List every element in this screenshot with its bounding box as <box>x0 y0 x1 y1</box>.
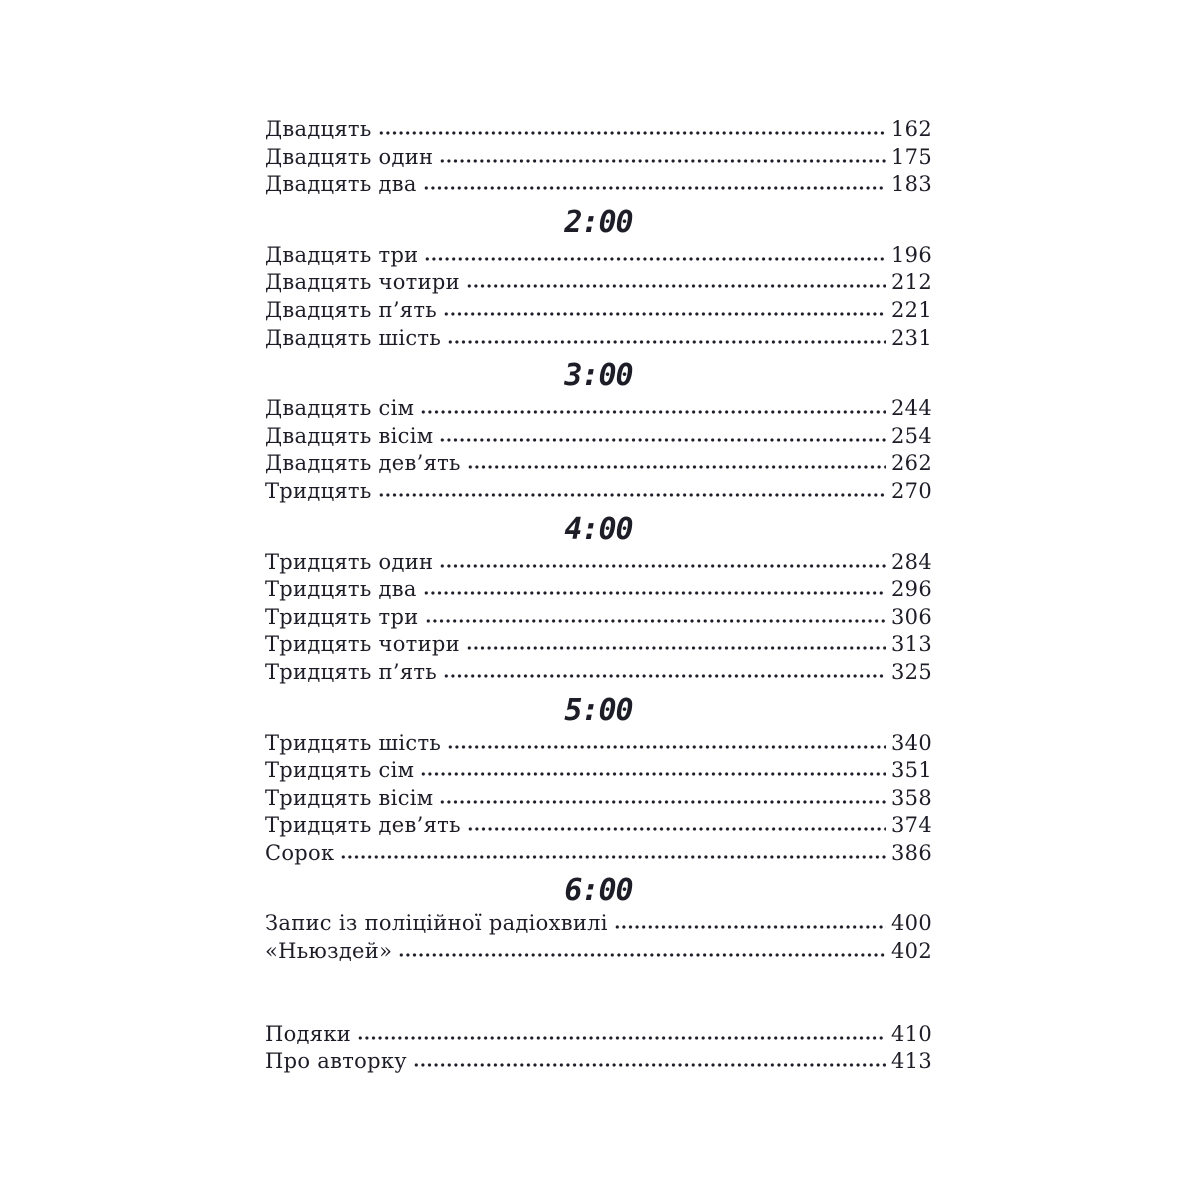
toc-entry <box>265 785 932 813</box>
toc-entry-page: 351 <box>891 758 932 783</box>
toc-entry-title: «Ньюздей» <box>265 939 393 964</box>
toc-entry-page: 284 <box>891 549 932 574</box>
toc-entry <box>265 1021 932 1049</box>
toc-entry-page: 402 <box>891 939 932 964</box>
toc-entry-page: 313 <box>891 632 932 657</box>
toc-entry <box>265 910 932 938</box>
toc-entry-title: Тридцять сім <box>265 758 415 783</box>
dot-leader <box>467 456 886 470</box>
toc-entry <box>265 938 932 966</box>
toc-entry-page: 270 <box>891 478 932 503</box>
toc-entry-title: Подяки <box>265 1021 352 1046</box>
toc-entry-title: Тридцять три <box>265 604 419 629</box>
toc-entry-title: Тридцять дев’ять <box>265 813 461 838</box>
toc-entry-title: Тридцять два <box>265 577 417 602</box>
toc-entry-page: 340 <box>891 730 932 755</box>
toc-entry <box>265 325 932 353</box>
toc-entry-title: Двадцять дев’ять <box>265 451 461 476</box>
dot-leader <box>424 248 886 262</box>
dot-leader <box>425 610 887 624</box>
toc-entry <box>265 576 932 604</box>
toc-entry-title: Про авторку <box>265 1049 407 1074</box>
toc-entry-page: 175 <box>891 144 932 169</box>
toc-entry <box>265 269 932 297</box>
toc-entry-page: 413 <box>891 1049 932 1074</box>
toc-entry-title: Тридцять чотири <box>265 632 460 657</box>
toc-entry-title: Тридцять вісім <box>265 785 434 810</box>
toc-entry <box>265 116 932 144</box>
toc-entry-title: Сорок <box>265 840 335 865</box>
toc-entry-page: 231 <box>891 325 932 350</box>
toc-entry <box>265 631 932 659</box>
section-gap <box>265 966 932 1021</box>
dot-leader <box>340 846 886 860</box>
toc-entry-title: Двадцять вісім <box>265 423 434 448</box>
dot-leader <box>439 150 886 164</box>
dot-leader <box>439 791 886 805</box>
toc-entry-title: Двадцять один <box>265 144 434 169</box>
dot-leader <box>423 582 886 596</box>
toc-entry-title: Тридцять <box>265 478 372 503</box>
toc-entry-title: Двадцять сім <box>265 396 415 421</box>
dot-leader <box>439 555 886 569</box>
dot-leader <box>447 331 886 345</box>
toc-entry-page: 296 <box>891 577 932 602</box>
toc-entry-page: 325 <box>891 659 932 684</box>
toc-entry-title: Двадцять два <box>265 172 417 197</box>
toc-entry-page: 162 <box>891 117 932 141</box>
toc-entry <box>265 242 932 270</box>
toc-entry-page: 244 <box>891 396 932 421</box>
toc-entry <box>265 297 932 325</box>
dot-leader <box>447 736 886 750</box>
dot-leader <box>614 916 886 930</box>
toc-entry <box>265 730 932 758</box>
dot-leader <box>420 401 886 415</box>
toc-entry-title: Тридцять п’ять <box>265 659 438 684</box>
toc-entry <box>265 478 932 506</box>
toc-entry-page: 358 <box>891 785 932 810</box>
toc-entry-page: 306 <box>891 604 932 629</box>
toc-entry-title: Двадцять <box>265 117 372 141</box>
toc-entry <box>265 144 932 172</box>
toc-entry <box>265 757 932 785</box>
dot-leader <box>378 484 886 498</box>
dot-leader <box>398 944 886 958</box>
toc-entry-title: Запис із поліційної радіохвилі <box>265 911 608 936</box>
toc-entry-page: 212 <box>891 270 932 295</box>
toc-entry-title: Двадцять шість <box>265 325 442 350</box>
toc-entry-page: 262 <box>891 451 932 476</box>
toc-entry-page: 400 <box>891 911 932 936</box>
dot-leader <box>466 275 886 289</box>
dot-leader <box>467 818 886 832</box>
dot-leader <box>423 177 886 191</box>
dot-leader <box>443 303 886 317</box>
toc-entry-page: 196 <box>891 242 932 267</box>
dot-leader <box>378 122 886 136</box>
toc-entry <box>265 549 932 577</box>
toc-entry <box>265 423 932 451</box>
dot-leader <box>357 1027 886 1041</box>
toc-entry-page: 221 <box>891 297 932 322</box>
toc-entry-title: Тридцять шість <box>265 730 442 755</box>
dot-leader <box>466 637 886 651</box>
toc-entry-page: 183 <box>891 172 932 197</box>
toc-entry <box>265 659 932 687</box>
toc-entry-page: 386 <box>891 840 932 865</box>
toc-entry <box>265 171 932 199</box>
toc-entry-page: 374 <box>891 813 932 838</box>
toc-entry-title: Двадцять п’ять <box>265 297 437 322</box>
toc-entry-page: 254 <box>891 423 932 448</box>
toc-entry <box>265 395 932 423</box>
section-time-header: 3:00 <box>564 358 633 394</box>
section-time-header: 2:00 <box>564 204 633 240</box>
section-time-header: 6:00 <box>564 873 633 909</box>
toc-entry <box>265 604 932 632</box>
toc-entry <box>265 450 932 478</box>
toc-entry <box>265 812 932 840</box>
toc-entry <box>265 1048 932 1076</box>
dot-leader <box>439 429 886 443</box>
dot-leader <box>443 665 886 679</box>
section-time-header: 4:00 <box>564 511 633 547</box>
dot-leader <box>413 1054 886 1068</box>
toc-entry-title: Двадцять три <box>265 242 419 267</box>
toc-entry-title: Тридцять один <box>265 549 434 574</box>
toc-entry <box>265 840 932 868</box>
section-time-header: 5:00 <box>564 692 633 728</box>
dot-leader <box>420 763 886 777</box>
toc-entry-title: Двадцять чотири <box>265 270 460 295</box>
toc-entry-page: 410 <box>891 1021 932 1046</box>
